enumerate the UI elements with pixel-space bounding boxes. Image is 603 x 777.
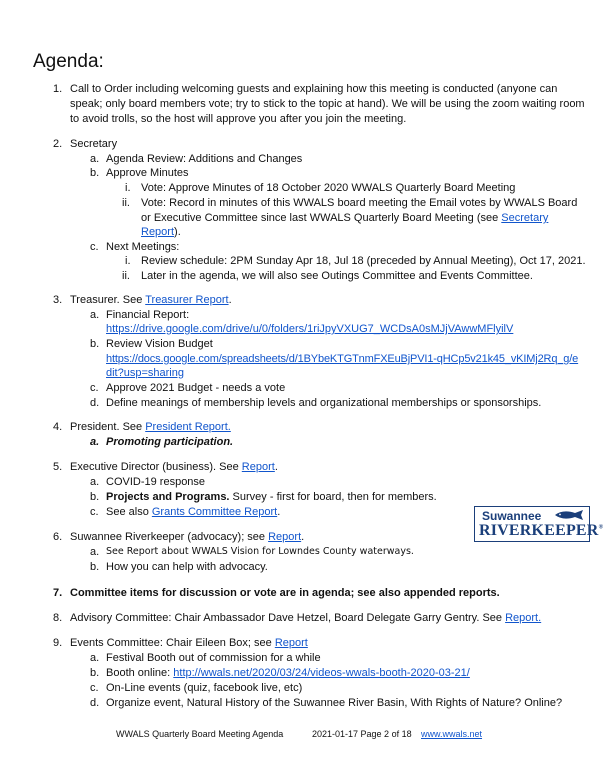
sub-letter: a. (90, 309, 100, 321)
footer-website-link[interactable]: www.wwals.net (421, 729, 483, 739)
secretary-report-link-cont[interactable]: Report (141, 226, 175, 238)
page-title: Agenda: (33, 51, 104, 72)
item-1-line-1: Call to Order including welcoming guests and explaining how this meeting is conducted (anyone can (70, 83, 558, 95)
logo-line-2: RIVERKEEPER® (479, 522, 603, 539)
item-number: 5. (53, 461, 63, 473)
sub-letter: a. (90, 153, 100, 165)
item-2c-ii: Later in the agenda, we will also see Outings Committee and Events Committee. (141, 270, 533, 282)
item-3b: Review Vision Budget (106, 338, 213, 350)
sub-letter: a. (90, 546, 100, 558)
item-1-line-2: speak; only board members vote; try to stick to the topic at hand). We will be using the zoom waiting room (70, 98, 585, 110)
sub-letter: c. (90, 241, 99, 253)
roman-numeral: i. (125, 255, 131, 267)
item-3d: Define meanings of membership levels and organizational memberships or sponsorships. (106, 397, 542, 409)
item-number: 6. (53, 531, 63, 543)
item-8-advisory-committee: Advisory Committee: Chair Ambassador Dave Hetzel, Board Delegate Garry Gentry. See Report. (70, 612, 542, 624)
sub-letter: b. (90, 167, 100, 179)
president-report-link[interactable]: President Report. (145, 421, 231, 433)
footer-date-page: 2021-01-17 Page 2 of 18 (312, 729, 412, 739)
item-2c-i: Review schedule: 2PM Sunday Apr 18, Jul 18 (preceded by Annual Meeting), Oct 17, 2021. (141, 255, 586, 267)
sub-letter: c. (90, 382, 99, 394)
item-2a: Agenda Review: Additions and Changes (106, 153, 303, 165)
item-number: 8. (53, 612, 63, 624)
item-number: 9. (53, 637, 63, 649)
item-3c: Approve 2021 Budget - needs a vote (106, 382, 286, 394)
sub-letter: a. (90, 436, 100, 448)
riverkeeper-report-link[interactable]: Report (268, 531, 302, 543)
item-2b-ii-line-1: Vote: Record in minutes of this WWALS board meeting the Email votes by WWALS Board (141, 197, 578, 209)
footer-title: WWALS Quarterly Board Meeting Agenda (116, 729, 284, 739)
fish-icon (553, 509, 587, 521)
sub-letter: d. (90, 397, 100, 409)
item-4-president: President. See President Report. (70, 421, 231, 433)
item-2b-i: Vote: Approve Minutes of 18 October 2020 WWALS Quarterly Board Meeting (141, 182, 516, 194)
sub-letter: c. (90, 506, 99, 518)
item-1-line-3: to avoid trolls, so the host will approve you after you join the meeting. (70, 113, 407, 125)
vision-budget-url-link[interactable]: https://docs.google.com/spreadsheets/d/1BYbeKTGTnmFXEuBjPVI1-qHCp5v21k45_vKIMj2Rq_g/e (106, 353, 579, 365)
roman-numeral: i. (125, 182, 131, 194)
item-2b-ii-line-2: or Executive Committee since last WWALS Quarterly Board Meeting (see Secretary (141, 212, 549, 224)
item-number: 2. (53, 138, 63, 150)
secretary-report-link[interactable]: Secretary (501, 212, 549, 224)
item-6a: See Report about WWALS Vision for Lowndes County waterways. (106, 546, 414, 557)
item-2-secretary: Secretary (70, 138, 118, 150)
item-5b: Projects and Programs. Survey - first for board, then for members. (106, 491, 437, 503)
suwannee-riverkeeper-logo (474, 506, 603, 542)
sub-letter: b. (90, 338, 100, 350)
executive-director-report-link[interactable]: Report (241, 461, 275, 473)
sub-letter: b. (90, 667, 100, 679)
financial-report-url-link[interactable]: https://drive.google.com/drive/u/0/folders/1riJpyVXUG7_WCDsA0sMJjVAwwMFlyilV (106, 323, 514, 335)
item-9d: Organize event, Natural History of the Suwannee River Basin, With Rights of Nature? Online? (106, 697, 563, 709)
sub-letter: c. (90, 682, 99, 694)
item-3a: Financial Report: (106, 309, 190, 321)
item-number: 1. (53, 83, 63, 95)
sub-letter: b. (90, 561, 100, 573)
roman-numeral: ii. (122, 270, 130, 282)
item-9b: Booth online: http://wwals.net/2020/03/24/videos-wwals-booth-2020-03-21/ (106, 667, 470, 679)
roman-numeral: ii. (122, 197, 130, 209)
item-number: 7. (53, 587, 63, 599)
item-9-events-committee: Events Committee: Chair Eileen Box; see Report (70, 637, 308, 649)
item-7-committee-items: Committee items for discussion or vote are in agenda; see also appended reports. (70, 587, 500, 599)
logo-line-1: Suwannee (482, 509, 542, 523)
sub-letter: a. (90, 476, 100, 488)
sub-letter: b. (90, 491, 100, 503)
item-2c: Next Meetings: (106, 241, 180, 253)
advisory-report-link[interactable]: Report. (505, 612, 542, 624)
vision-budget-url-link-cont[interactable]: dit?usp=sharing (106, 367, 184, 379)
item-5-executive-director: Executive Director (business). See Report. (70, 461, 278, 473)
booth-video-link[interactable]: http://wwals.net/2020/03/24/videos-wwals-booth-2020-03-21/ (173, 667, 470, 679)
item-5a: COVID-19 response (106, 476, 206, 488)
events-report-link[interactable]: Report (274, 637, 308, 649)
sub-letter: a. (90, 652, 100, 664)
item-5c: See also Grants Committee Report. (106, 506, 281, 518)
item-3-treasurer: Treasurer. See Treasurer Report. (70, 294, 232, 306)
item-9c: On-Line events (quiz, facebook live, etc) (106, 682, 303, 694)
treasurer-report-link[interactable]: Treasurer Report (145, 294, 229, 306)
item-4a: Promoting participation. (106, 436, 234, 448)
item-6b: How you can help with advocacy. (106, 561, 268, 573)
item-2b: Approve Minutes (106, 167, 189, 179)
item-9a: Festival Booth out of commission for a while (106, 652, 321, 664)
sub-letter: d. (90, 697, 100, 709)
grants-committee-report-link[interactable]: Grants Committee Report (151, 506, 278, 518)
item-number: 3. (53, 294, 63, 306)
item-number: 4. (53, 421, 63, 433)
item-2b-ii-line-3: Report). (141, 226, 181, 238)
item-6-riverkeeper: Suwannee Riverkeeper (advocacy); see Report. (70, 531, 305, 543)
